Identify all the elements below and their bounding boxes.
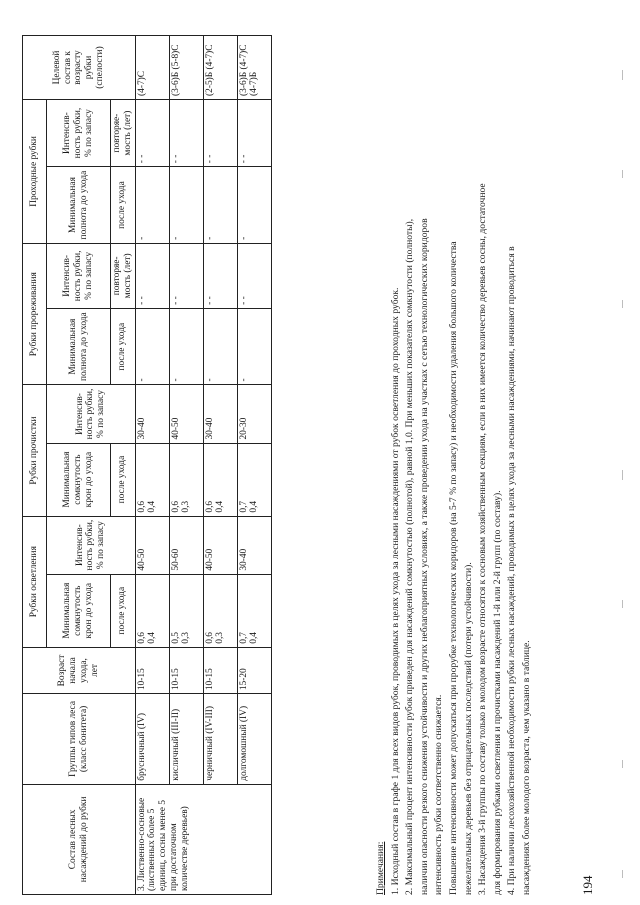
header-age: Возраст начала ухода, лет xyxy=(23,647,136,693)
note-line: наличии опасности резкого снижения устойчивости и других неблагоприятных условиях, а также проведении ухода на участках с сетью технологических коридоров xyxy=(418,218,430,895)
note-line: 3. Насаждения 3-й группы по составу только в молодом возрасте относятся к сосновым хозяйственным секциям, если в них имеется количество деревьев сосны, достаточное xyxy=(477,183,489,895)
row-prorezh-fullness: - xyxy=(169,308,203,385)
row-group: кисличный (III-II) xyxy=(169,694,203,785)
subheader-intensity-proch: Интенсив-ность рубки, % по запасу xyxy=(47,385,136,443)
row-prohod-intensity: - - xyxy=(203,99,237,166)
scan-mark xyxy=(622,170,623,178)
row-prorezh-intensity: - - xyxy=(203,243,237,308)
row-prorezh-fullness: - xyxy=(135,308,169,385)
composition-cell: 3. Лиственно-сосновые (лиственных более 5 единиц, сосны менее 5 при достаточном количестве деревьев) xyxy=(135,784,271,894)
notes-section xyxy=(374,35,535,895)
note-line: интенсивность рубки соответственно снижается. xyxy=(433,694,445,895)
row-prohod-intensity: - - xyxy=(135,99,169,166)
header-prorezhivanie: Рубки прореживания xyxy=(23,243,47,385)
note-line: насаждениях более молодого возраста, чем указано в таблице. xyxy=(520,640,532,895)
row-group: брусничный (IV) xyxy=(135,694,169,785)
subheader-after-prohod: после ухода xyxy=(111,167,136,244)
row-age: 10-15 xyxy=(203,647,237,693)
row-proch-intensity: 30-40 xyxy=(203,385,237,443)
row-group: черничный (IV-III) xyxy=(203,694,237,785)
subheader-intensity-osvet: Интенсив-ность рубки, % по запасу xyxy=(47,516,136,574)
header-composition: Состав лесных насаждений до рубки xyxy=(23,784,136,894)
row-prorezh-fullness: - xyxy=(203,308,237,385)
row-proch-intensity: 30-40 xyxy=(135,385,169,443)
row-osvet-density: 0,6 0,3 xyxy=(203,574,237,647)
forest-care-table xyxy=(22,35,272,895)
row-osvet-density: 0,5 0,3 xyxy=(169,574,203,647)
subheader-intensity-prohod: Интенсив-ность рубки, % по запасу xyxy=(47,99,111,166)
header-osvetlenie: Рубки осветления xyxy=(23,516,47,647)
subheader-repeat-prorezh: повторяе-мость (лет) xyxy=(111,243,136,308)
row-osvet-intensity: 50-60 xyxy=(169,516,203,574)
row-proch-intensity: 40-50 xyxy=(169,385,203,443)
subheader-min-full-prohod: Минимальная полнота до ухода xyxy=(47,167,111,244)
table-row xyxy=(135,36,169,895)
row-prohod-intensity: - - xyxy=(237,99,271,166)
note-line: Повышение интенсивности может допускаться при прорубке технологических коридоров (на 5-7 % по запасу) и необходимости удаления большого количества xyxy=(447,241,459,895)
scan-mark xyxy=(622,870,623,878)
row-osvet-intensity: 40-50 xyxy=(135,516,169,574)
table-row xyxy=(203,36,237,895)
header-prochistka: Рубки прочистки xyxy=(23,385,47,516)
subheader-after-osvet: после ухода xyxy=(111,574,136,647)
notes-title: Примечания: xyxy=(375,841,386,895)
subheader-min-crown-proch: Минимальная сомкнутость крон до ухода xyxy=(47,443,111,516)
row-prohod-fullness: - xyxy=(237,167,271,244)
row-prohod-fullness: - xyxy=(135,167,169,244)
subheader-min-crown-osvet: Минимальная сомкнутость крон до ухода xyxy=(47,574,111,647)
row-prorezh-intensity: - - xyxy=(169,243,203,308)
row-prohod-fullness: - xyxy=(203,167,237,244)
row-proch-density: 0,6 0,3 xyxy=(169,443,203,516)
row-group: долгомошный (IV) xyxy=(237,694,271,785)
row-prorezh-intensity: - - xyxy=(237,243,271,308)
row-osvet-intensity: 30-40 xyxy=(237,516,271,574)
row-age: 15-20 xyxy=(237,647,271,693)
scan-mark xyxy=(622,470,623,480)
row-prohod-intensity: - - xyxy=(169,99,203,166)
header-group: Группы типов леса (класс бонитета) xyxy=(23,694,136,785)
subheader-min-full-prorezh: Минимальная полнота до ухода xyxy=(47,308,111,385)
note-line: нежелательных деревьев без отрицательных последствий (потери устойчивости). xyxy=(462,562,474,895)
row-target: (3-6)Б (5-8)С xyxy=(169,36,203,100)
row-prorezh-fullness: - xyxy=(237,308,271,385)
subheader-after-prorezh: после ухода xyxy=(111,308,136,385)
note-line: 1. Исходный состав в графе 1 для всех видов рубок, проводимых в целях ухода за лесными насаждениями от рубок осветления до проходных рубок. xyxy=(389,287,401,895)
subheader-intensity-prorezh: Интенсив-ность рубки, % по запасу xyxy=(47,243,111,308)
header-prohodnye: Проходные рубки xyxy=(23,99,47,243)
row-target: (3-6)Б (4-7)С (4-7)Б xyxy=(237,36,271,100)
row-proch-density: 0,6 0,4 xyxy=(203,443,237,516)
row-target: (4-7)С xyxy=(135,36,169,100)
row-proch-density: 0,7 0,4 xyxy=(237,443,271,516)
rotated-page-content xyxy=(22,35,622,895)
note-line: 4. При наличии лесохозяйственной необходимости рубки лесных насаждений, проводимых в целях ухода за лесными насаждениями, начинают проводиться в xyxy=(506,246,518,895)
row-prorezh-intensity: - - xyxy=(135,243,169,308)
subheader-repeat-prohod: повторяе-мость (лет) xyxy=(111,99,136,166)
row-age: 10-15 xyxy=(135,647,169,693)
scan-mark xyxy=(622,600,623,608)
row-target: (2-5)Б (4-7)С xyxy=(203,36,237,100)
subheader-after-proch: после ухода xyxy=(111,443,136,516)
page-number: 194 xyxy=(580,875,595,895)
row-osvet-density: 0,7 0,4 xyxy=(237,574,271,647)
row-proch-density: 0,6 0,4 xyxy=(135,443,169,516)
table-row xyxy=(169,36,203,895)
scan-mark xyxy=(622,300,623,308)
row-proch-intensity: 20-30 xyxy=(237,385,271,443)
row-osvet-intensity: 40-50 xyxy=(203,516,237,574)
scan-mark xyxy=(622,760,623,768)
row-age: 10-15 xyxy=(169,647,203,693)
row-prohod-fullness: - xyxy=(169,167,203,244)
note-line: для формирования рубками осветления и прочистками насаждений 1-й или 2-й групп (по составу). xyxy=(491,490,503,895)
scan-mark xyxy=(622,70,623,80)
table-row xyxy=(237,36,271,895)
header-target: Целевой состав к возрасту рубки (спелости) xyxy=(23,36,136,100)
note-line: 2. Максимальный процент интенсивности рубок приведен для насаждений сомкнутостью (полнотой), равной 1,0. При меньших показателях сомкнутости (полноты), xyxy=(404,218,416,895)
row-osvet-density: 0,6 0,4 xyxy=(135,574,169,647)
